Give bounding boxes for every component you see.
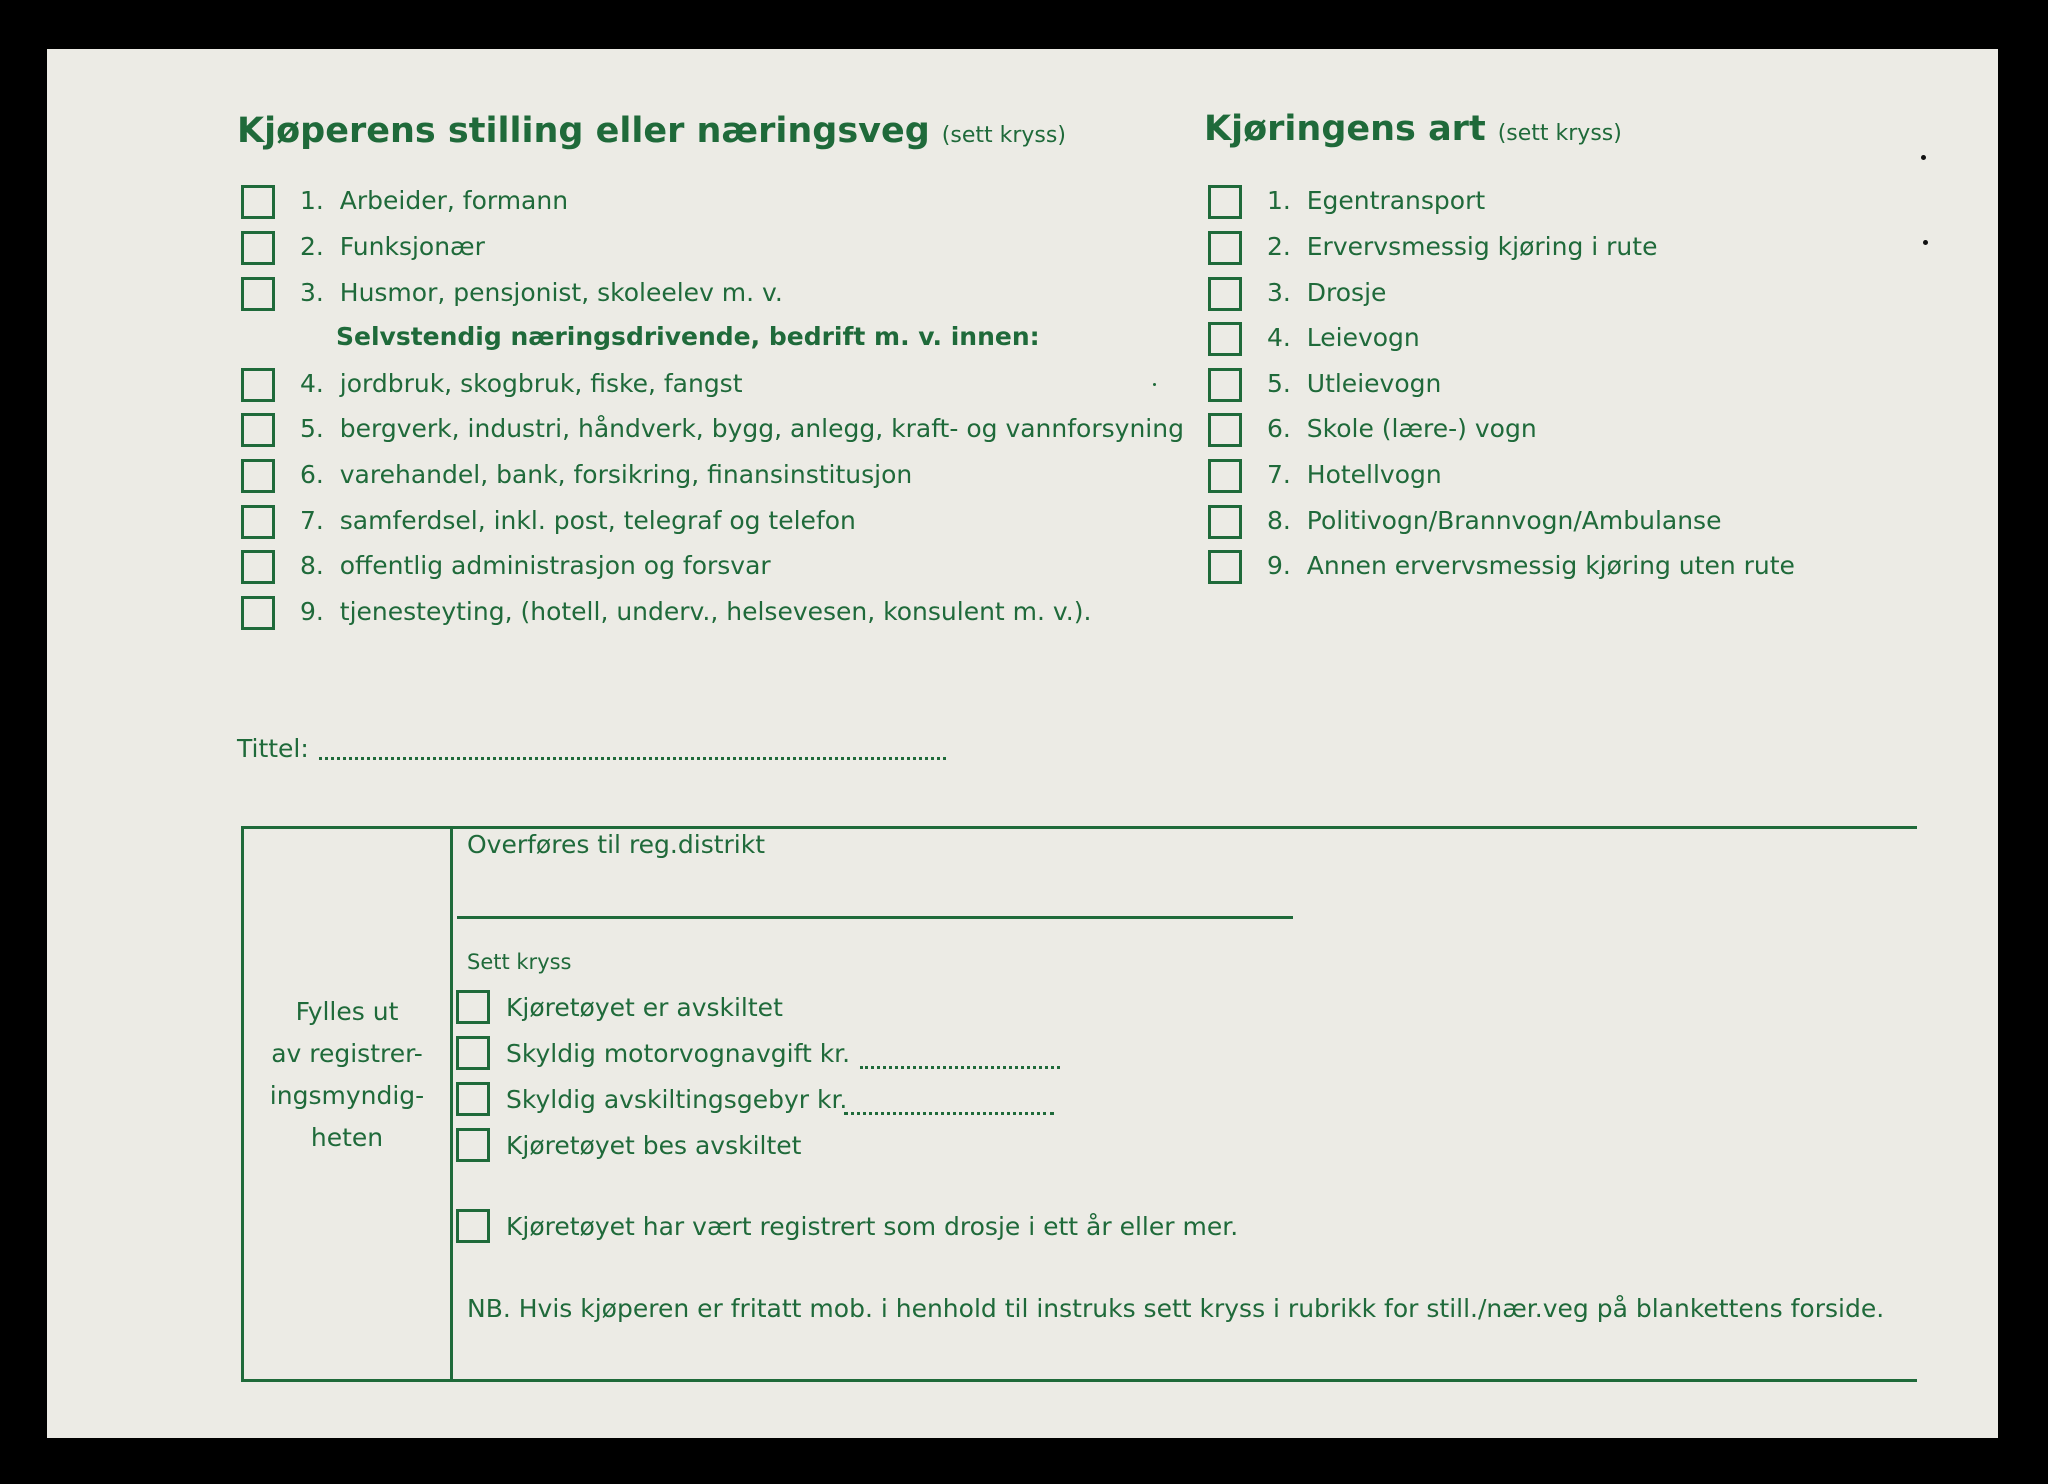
driving-checkbox-7[interactable] [1208,459,1242,493]
driving-checkbox-3[interactable] [1208,277,1242,311]
occupation-item-7: 7. samferdsel, inkl. post, telegraf og telefon [300,506,856,535]
form-sheet [47,49,1998,1438]
occupation-item-3: 3. Husmor, pensjonist, skoleelev m. v. [300,278,783,307]
driving-item-6: 6. Skole (lære-) vogn [1267,414,1537,443]
driving-item-8: 8. Politivogn/Brannvogn/Ambulanse [1267,506,1722,535]
transfer-district-line[interactable] [457,916,1293,919]
driving-checkbox-1[interactable] [1208,185,1242,219]
driving-checkbox-4[interactable] [1208,322,1242,356]
check-bes-avskiltet-label: Kjøretøyet bes avskiltet [506,1131,802,1160]
driving-item-4: 4. Leievogn [1267,323,1420,352]
registry-side-label: Fylles ut av registrer- ingsmyndig- heten [269,997,425,1152]
occupation-checkbox-3[interactable] [241,277,275,311]
occupation-item-2: 2. Funksjonær [300,232,485,261]
occupation-checkbox-6[interactable] [241,459,275,493]
occupation-item-4: 4. jordbruk, skogbruk, fiske, fangst [300,369,743,398]
nb-note: NB. Hvis kjøperen er fritatt mob. i henhold til instruks sett kryss i rubrikk for still./nær.veg på blankettens forside. [467,1294,1885,1323]
occupation-heading-note: (sett kryss) [941,123,1066,148]
check-avskiltingsgebyr-label: Skyldig avskiltingsgebyr kr. [506,1085,848,1114]
motorvognavgift-amount-line[interactable] [860,1066,1060,1069]
driving-checkbox-9[interactable] [1208,550,1242,584]
driving-item-1: 1. Egentransport [1267,186,1486,215]
driving-checkbox-6[interactable] [1208,413,1242,447]
driving-checkbox-8[interactable] [1208,505,1242,539]
check-bes-avskiltet-box[interactable] [456,1128,490,1162]
driving-item-9: 9. Annen ervervsmessig kjøring uten rute [1267,551,1795,580]
driving-type-heading-note: (sett kryss) [1497,121,1622,146]
driving-item-3: 3. Drosje [1267,278,1387,307]
occupation-checkbox-8[interactable] [241,550,275,584]
check-avskiltingsgebyr-box[interactable] [456,1082,490,1116]
registry-box-bottom-border [241,1379,1917,1382]
occupation-item-6: 6. varehandel, bank, forsikring, finansinstitusjon [300,460,913,489]
occupation-checkbox-4[interactable] [241,368,275,402]
occupation-item-5: 5. bergverk, industri, håndverk, bygg, anlegg, kraft- og vannforsyning [300,414,1184,443]
occupation-checkbox-9[interactable] [241,596,275,630]
ink-mark [1153,383,1156,386]
check-drosje-label: Kjøretøyet har vært registrert som drosje i ett år eller mer. [506,1212,1239,1241]
driving-checkbox-5[interactable] [1208,368,1242,402]
check-avskiltet-label: Kjøretøyet er avskiltet [506,993,783,1022]
check-avskiltet-box[interactable] [456,990,490,1024]
occupation-checkbox-1[interactable] [241,185,275,219]
occupation-checkbox-5[interactable] [241,413,275,447]
ink-mark [1921,155,1926,160]
occupation-item-9: 9. tjenesteyting, (hotell, underv., helsevesen, konsulent m. v.). [300,597,1092,626]
occupation-checkbox-7[interactable] [241,505,275,539]
driving-checkbox-2[interactable] [1208,231,1242,265]
occupation-item-1: 1. Arbeider, formann [300,186,569,215]
occupation-heading [237,111,1066,151]
ink-mark [1923,240,1928,245]
title-input-line[interactable] [319,757,946,760]
registry-box-divider [450,826,453,1382]
driving-type-heading [1204,109,1622,149]
driving-item-5: 5. Utleievogn [1267,369,1442,398]
occupation-item-8: 8. offentlig administrasjon og forsvar [300,551,771,580]
check-motorvognavgift-box[interactable] [456,1036,490,1070]
self-employed-subheading: Selvstendig næringsdrivende, bedrift m. v. innen: [336,322,1040,351]
driving-item-2: 2. Ervervsmessig kjøring i rute [1267,232,1658,261]
transfer-district-label: Overføres til reg.distrikt [467,830,766,859]
driving-item-7: 7. Hotellvogn [1267,460,1442,489]
occupation-heading-text: Kjøperens stilling eller næringsveg [237,111,930,151]
registry-box-top-border [241,826,1917,829]
check-drosje-box[interactable] [456,1209,490,1243]
avskiltingsgebyr-amount-line[interactable] [844,1112,1054,1115]
title-label: Tittel: [237,734,309,763]
check-heading: Sett kryss [467,950,572,974]
driving-type-heading-text: Kjøringens art [1204,109,1486,149]
check-motorvognavgift-label: Skyldig motorvognavgift kr. [506,1039,851,1068]
occupation-checkbox-2[interactable] [241,231,275,265]
